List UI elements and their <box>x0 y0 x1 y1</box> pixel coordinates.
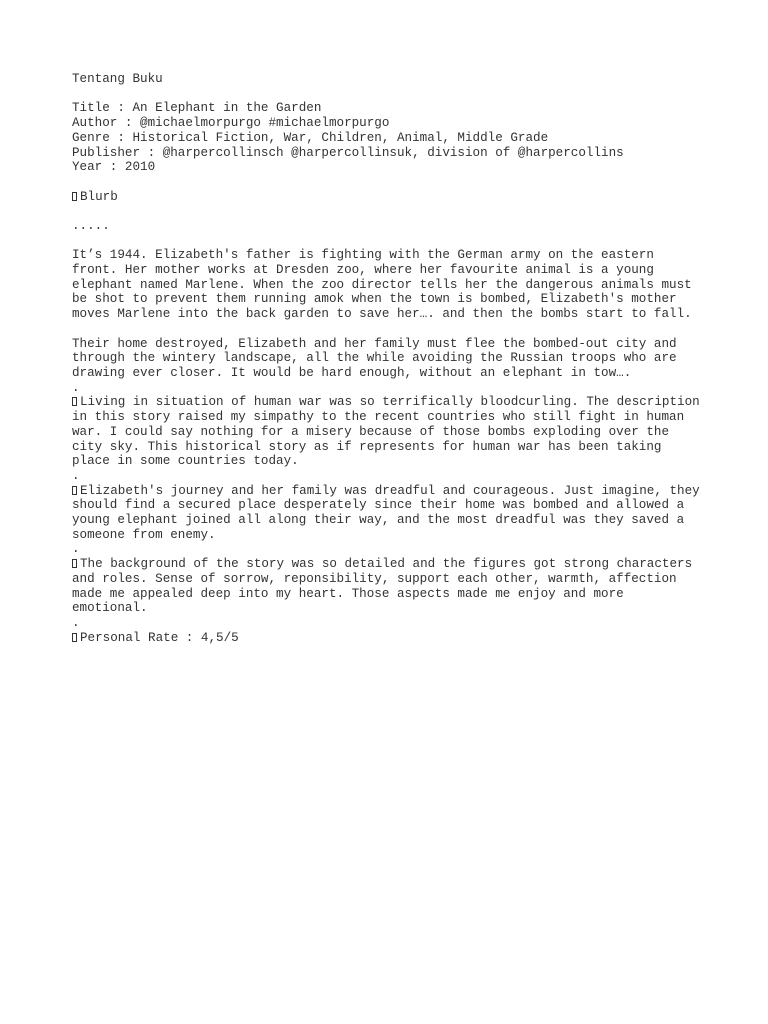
review-text: Living in situation of human war was so terrifically bloodcurling. The description <box>80 395 700 410</box>
text-line: drawing ever closer. It would be hard enough, without an elephant in tow…. <box>72 365 632 380</box>
text-line: emotional. <box>72 601 148 616</box>
text-line: should find a secured place desperately since their home was bombed and allowed a <box>72 498 685 513</box>
review-point-3 <box>72 557 702 616</box>
document-page <box>72 72 702 645</box>
text-line <box>72 484 702 499</box>
missing-glyph-icon <box>72 192 77 201</box>
review-text: The background of the story was so detailed and the figures got strong characters <box>80 557 693 572</box>
blurb-label: Blurb <box>80 189 118 204</box>
spacer <box>72 204 702 219</box>
text-line <box>72 557 702 572</box>
review-point-1 <box>72 395 702 469</box>
dot-separator: . <box>72 380 80 395</box>
dot-separator: . <box>72 542 80 557</box>
rating-text: Personal Rate : 4,5/5 <box>80 630 239 645</box>
text-line: made me appealed deep into my heart. Those aspects made me enjoy and more <box>72 586 624 601</box>
missing-glyph-icon <box>72 633 77 642</box>
spacer <box>72 322 702 337</box>
blurb-heading <box>72 190 702 205</box>
text-line: young elephant joined all along their way, and the most dreadful was they saved a <box>72 513 685 528</box>
text-line: place in some countries today. <box>72 454 299 469</box>
section-title: Tentang Buku <box>72 72 163 86</box>
text-line: moves Marlene into the back garden to save her…. and then the bombs start to fall. <box>72 307 692 322</box>
text-line: war. I could say nothing for a misery because of those bombs exploding over the <box>72 424 670 439</box>
text-line: someone from enemy. <box>72 527 216 542</box>
review-text: Elizabeth's journey and her family was dreadful and courageous. Just imagine, they <box>80 483 700 498</box>
text-line: through the wintery landscape, all the while avoiding the Russian troops who are <box>72 351 677 366</box>
missing-glyph-icon <box>72 397 77 406</box>
blurb-paragraph-1 <box>72 248 702 322</box>
dot-separator: . <box>72 615 80 630</box>
text-line: in this story raised my simpathy to the recent countries who still fight in human <box>72 410 685 425</box>
text-line: be shot to prevent them running amok when the town is bombed, Elizabeth's mother <box>72 292 677 307</box>
missing-glyph-icon <box>72 486 77 495</box>
text-line: and roles. Sense of sorrow, reponsibility, support each other, warmth, affection <box>72 571 677 586</box>
text-line: elephant named Marlene. When the zoo director tells her the dangerous animals must <box>72 277 692 292</box>
book-author-line: Author : @michaelmorpurgo #michaelmorpurgo <box>72 116 390 131</box>
spacer <box>72 234 702 249</box>
text-line <box>72 395 702 410</box>
book-genre-line: Genre : Historical Fiction, War, Children, Animal, Middle Grade <box>72 130 549 145</box>
dot-separator: . <box>72 468 80 483</box>
book-year-line: Year : 2010 <box>72 160 156 175</box>
blurb-paragraph-2 <box>72 337 702 381</box>
book-publisher-line: Publisher : @harpercollinsch @harpercollinsuk, division of @harpercollins <box>72 145 624 160</box>
text-line: front. Her mother works at Dresden zoo, where her favourite animal is a young <box>72 263 654 278</box>
spacer <box>72 175 702 190</box>
rating-line <box>72 631 702 646</box>
text-line: It’s 1944. Elizabeth's father is fighting with the German army on the eastern <box>72 248 654 263</box>
dots-separator: ..... <box>72 218 110 233</box>
review-point-2 <box>72 484 702 543</box>
text-line: Their home destroyed, Elizabeth and her family must flee the bombed-out city and <box>72 336 677 351</box>
missing-glyph-icon <box>72 559 77 568</box>
text-line: city sky. This historical story as if represents for human war has been taking <box>72 439 662 454</box>
spacer <box>72 87 702 102</box>
book-title-line: Title : An Elephant in the Garden <box>72 101 322 116</box>
